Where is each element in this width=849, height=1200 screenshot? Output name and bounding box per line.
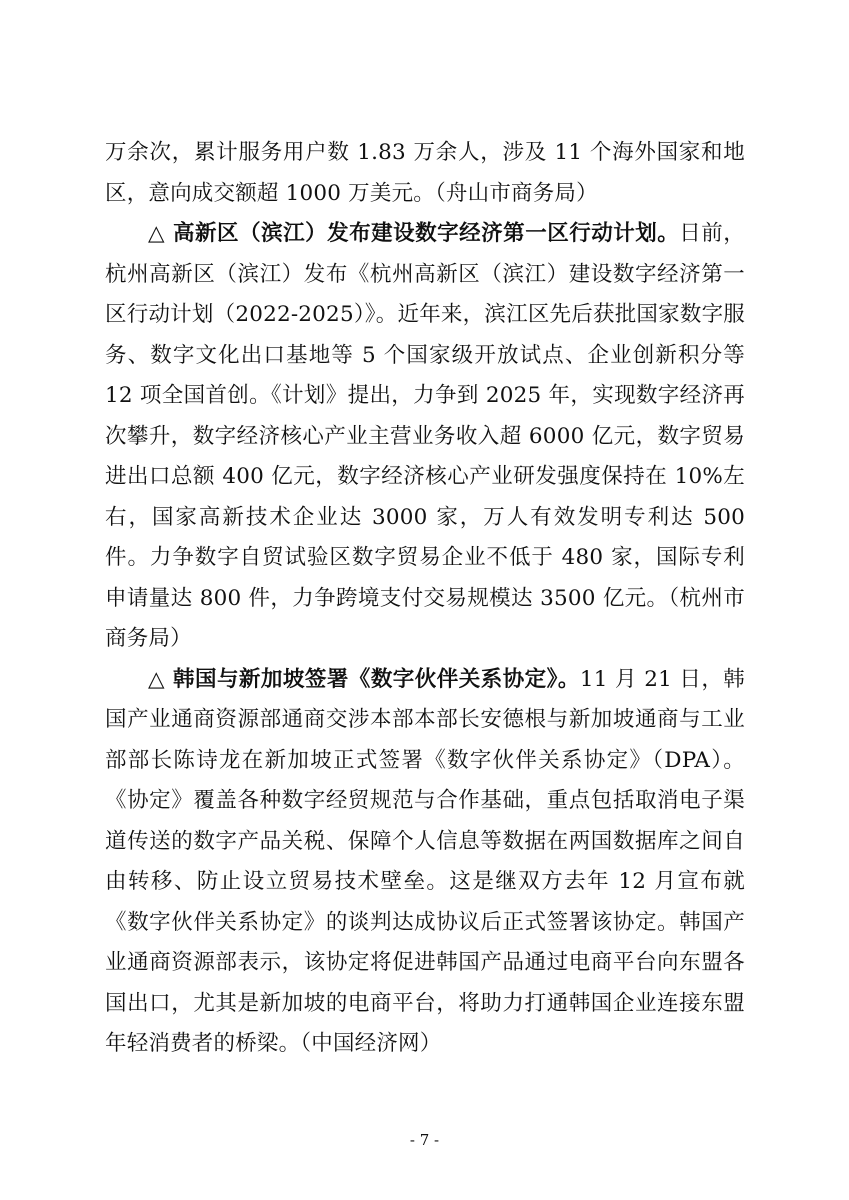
page-number: - 7 - (409, 1131, 440, 1149)
paragraph-headline: △ 高新区（滨江）发布建设数字经济第一区行动计划。 (148, 221, 680, 246)
paragraph-korea-singapore-dpa (105, 660, 745, 1065)
paragraph-text: 万余次，累计服务用户数 1.83 万余人，涉及 11 个海外国家和地区，意向成交额超 1000 万美元。（舟山市商务局） (105, 140, 745, 206)
paragraph-headline: △ 韩国与新加坡签署《数字伙伴关系协定》。 (148, 666, 580, 692)
paragraph-text: 日前，杭州高新区（滨江）发布《杭州高新区（滨江）建设数字经济第一区行动计划（2022-2025）》。近年来，滨江区先后获批国家数字服务、数字文化出口基地等 5 个国家级开放试点、企业创新积分等 12 项全国首创。《计划》提出，力争到 2025 年，实现数字经济再次攀升，数字经济核心产业主营业务收入超 6000 亿元，数字贸易进出口总额 400 亿元，数字经济核心产业研发强度保持在 10%左右，国家高新技术企业达 3000 家，万人有效发明专利达 500 件。力争数字自贸试验区数字贸易企业不低于 480 家，国际专利申请量达 800 件，力争跨境支付交易规模达 3500 亿元。（杭州市商务局） (105, 221, 745, 651)
paragraph-zhoushan-continuation (105, 133, 745, 214)
document-body (105, 133, 745, 1065)
paragraph-text: 11 月 21 日，韩国产业通商资源部通商交涉本部本部长安德根与新加坡通商与工业部部长陈诗龙在新加坡正式签署《数字伙伴关系协定》（DPA）。《协定》覆盖各种数字经贸规范与合作基础，重点包括取消电子渠道传送的数字产品关税、保障个人信息等数据在两国数据库之间自由转移、防止设立贸易技术壁垒。这是继双方去年 12 月宣布就《数字伙伴关系协定》的谈判达成协议后正式签署该协定。韩国产业通商资源部表示，该协定将促进韩国产品通过电商平台向东盟各国出口，尤其是新加坡的电商平台，将助力打通韩国企业连接东盟年轻消费者的桥梁。（中国经济网） (105, 666, 745, 1056)
paragraph-binjiang-digital-economy (105, 214, 745, 660)
